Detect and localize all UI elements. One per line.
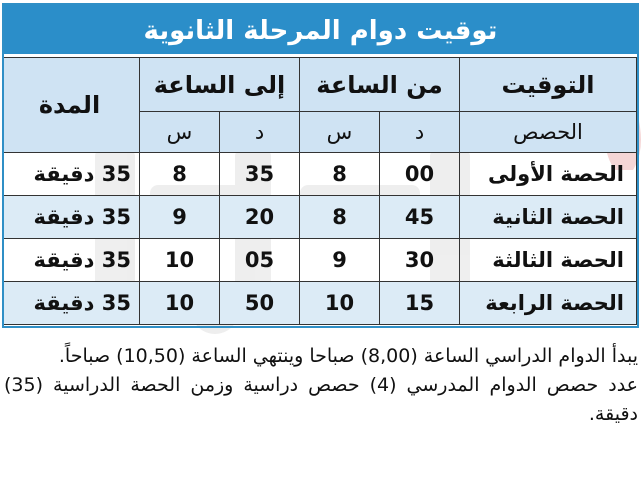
- duration-cell: 35 دقيقة: [2, 153, 140, 196]
- from-minutes-cell: 00: [380, 153, 460, 196]
- schedule-table: [2, 3, 639, 328]
- table-row: [2, 153, 637, 196]
- header-to: إلى الساعة: [140, 58, 300, 112]
- note-start-end: يبدأ الدوام الدراسي الساعة (8,00) صباحا وينتهي الساعة (10,50) صباحاً.: [58, 345, 638, 367]
- from-hours-cell: 10: [300, 282, 380, 325]
- duration-cell: 35 دقيقة: [2, 282, 140, 325]
- from-hours-cell: 9: [300, 239, 380, 282]
- to-hours-cell: 9: [140, 196, 220, 239]
- header-duration: المدة: [2, 58, 140, 153]
- header-timing: التوقيت: [460, 58, 637, 112]
- to-minutes-cell: 35: [220, 153, 300, 196]
- table-row: [2, 282, 637, 325]
- period-name: الحصة الأولى: [460, 153, 637, 196]
- period-name: الحصة الرابعة: [460, 282, 637, 325]
- table-row: [2, 239, 637, 282]
- from-minutes-cell: 15: [380, 282, 460, 325]
- header-from: من الساعة: [300, 58, 460, 112]
- subheader-to-hours: س: [140, 112, 220, 153]
- table-title: توقيت دوام المرحلة الثانوية: [4, 5, 637, 57]
- table-row: [2, 196, 637, 239]
- period-name: الحصة الثالثة: [460, 239, 637, 282]
- to-minutes-cell: 20: [220, 196, 300, 239]
- to-minutes-cell: 05: [220, 239, 300, 282]
- from-hours-cell: 8: [300, 153, 380, 196]
- subheader-to-minutes: د: [220, 112, 300, 153]
- from-hours-cell: 8: [300, 196, 380, 239]
- to-hours-cell: 10: [140, 239, 220, 282]
- subheader-periods: الحصص: [460, 112, 637, 153]
- duration-cell: 35 دقيقة: [2, 239, 140, 282]
- schedule-notes: [4, 342, 638, 429]
- to-hours-cell: 10: [140, 282, 220, 325]
- to-hours-cell: 8: [140, 153, 220, 196]
- duration-cell: 35 دقيقة: [2, 196, 140, 239]
- period-name: الحصة الثانية: [460, 196, 637, 239]
- note-periods-count: عدد حصص الدوام المدرسي (4) حصص دراسية وزمن الحصة الدراسية (35) دقيقة.: [4, 374, 639, 425]
- from-minutes-cell: 45: [380, 196, 460, 239]
- subheader-from-minutes: د: [380, 112, 460, 153]
- to-minutes-cell: 50: [220, 282, 300, 325]
- from-minutes-cell: 30: [380, 239, 460, 282]
- subheader-from-hours: س: [300, 112, 380, 153]
